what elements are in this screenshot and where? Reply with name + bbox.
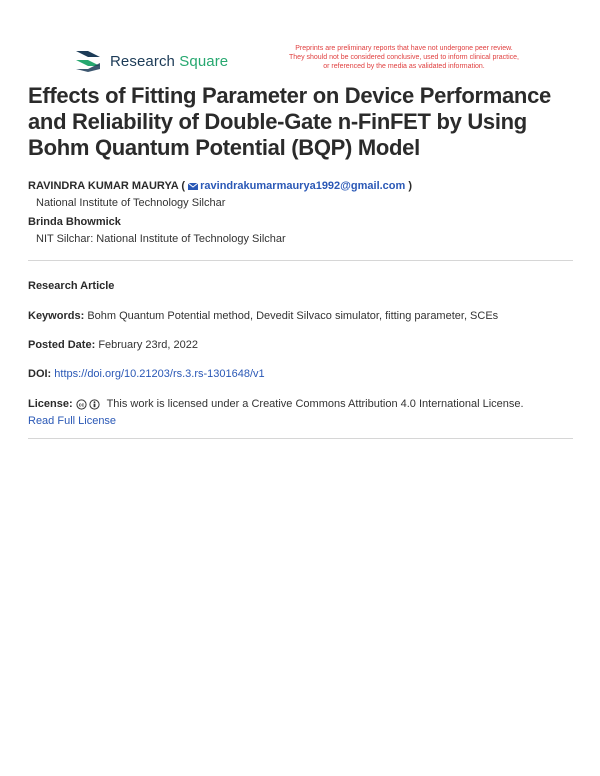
keywords-value: Bohm Quantum Potential method, Devedit Silvaco simulator, fitting parameter, SCEs [87,310,499,322]
author-name: RAVINDRA KUMAR MAURYA [28,180,179,192]
license-text: This work is licensed under a Creative Commons Attribution 4.0 International License. [106,398,524,410]
posted-date [28,339,198,351]
preprint-notice [264,44,544,71]
author-affiliation: National Institute of Technology Silchar [36,197,226,209]
divider [28,260,573,261]
preprint-notice-line: They should not be considered conclusive, used to inform clinical practice, [289,54,519,61]
svg-text:cc: cc [78,402,84,409]
envelope-icon [188,183,198,190]
brand-name: Research Square [110,52,229,70]
article-type: Research Article [28,280,115,292]
author-email-link[interactable]: ravindrakumarmaurya1992@gmail.com [188,180,405,192]
research-square-logo-icon [74,48,104,74]
posted-date-value: February 23rd, 2022 [98,339,198,351]
research-square-logo[interactable] [74,48,228,74]
doi-label: DOI: [28,368,52,380]
read-full-license-link[interactable]: Read Full License [28,415,117,427]
doi [28,368,265,380]
author-1: RAVINDRA KUMAR MAURYA ( ravindrakumarmaurya1992@gmail.com ) [28,180,413,192]
license [28,398,524,410]
doi-link[interactable]: https://doi.org/10.21203/rs.3.rs-1301648/v1 [54,368,265,380]
divider [28,438,573,439]
keywords-label: Keywords: [28,310,85,322]
author-affiliation: NIT Silchar: National Institute of Technology Silchar [36,233,286,245]
author-2 [28,216,121,228]
paper-title: Effects of Fitting Parameter on Device Performance and Reliability of Double-Gate n-FinFET by Using Bohm Quantum Potential (BQP) Model [28,83,551,160]
posted-date-label: Posted Date: [28,339,96,351]
author-name: Brinda Bhowmick [28,216,121,228]
preprint-notice-line: or referenced by the media as validated information. [323,63,485,70]
creative-commons-icon [76,399,102,410]
keywords [28,310,498,322]
license-label: License: [28,398,73,410]
preprint-notice-line: Preprints are preliminary reports that have not undergone peer review. [295,45,513,52]
